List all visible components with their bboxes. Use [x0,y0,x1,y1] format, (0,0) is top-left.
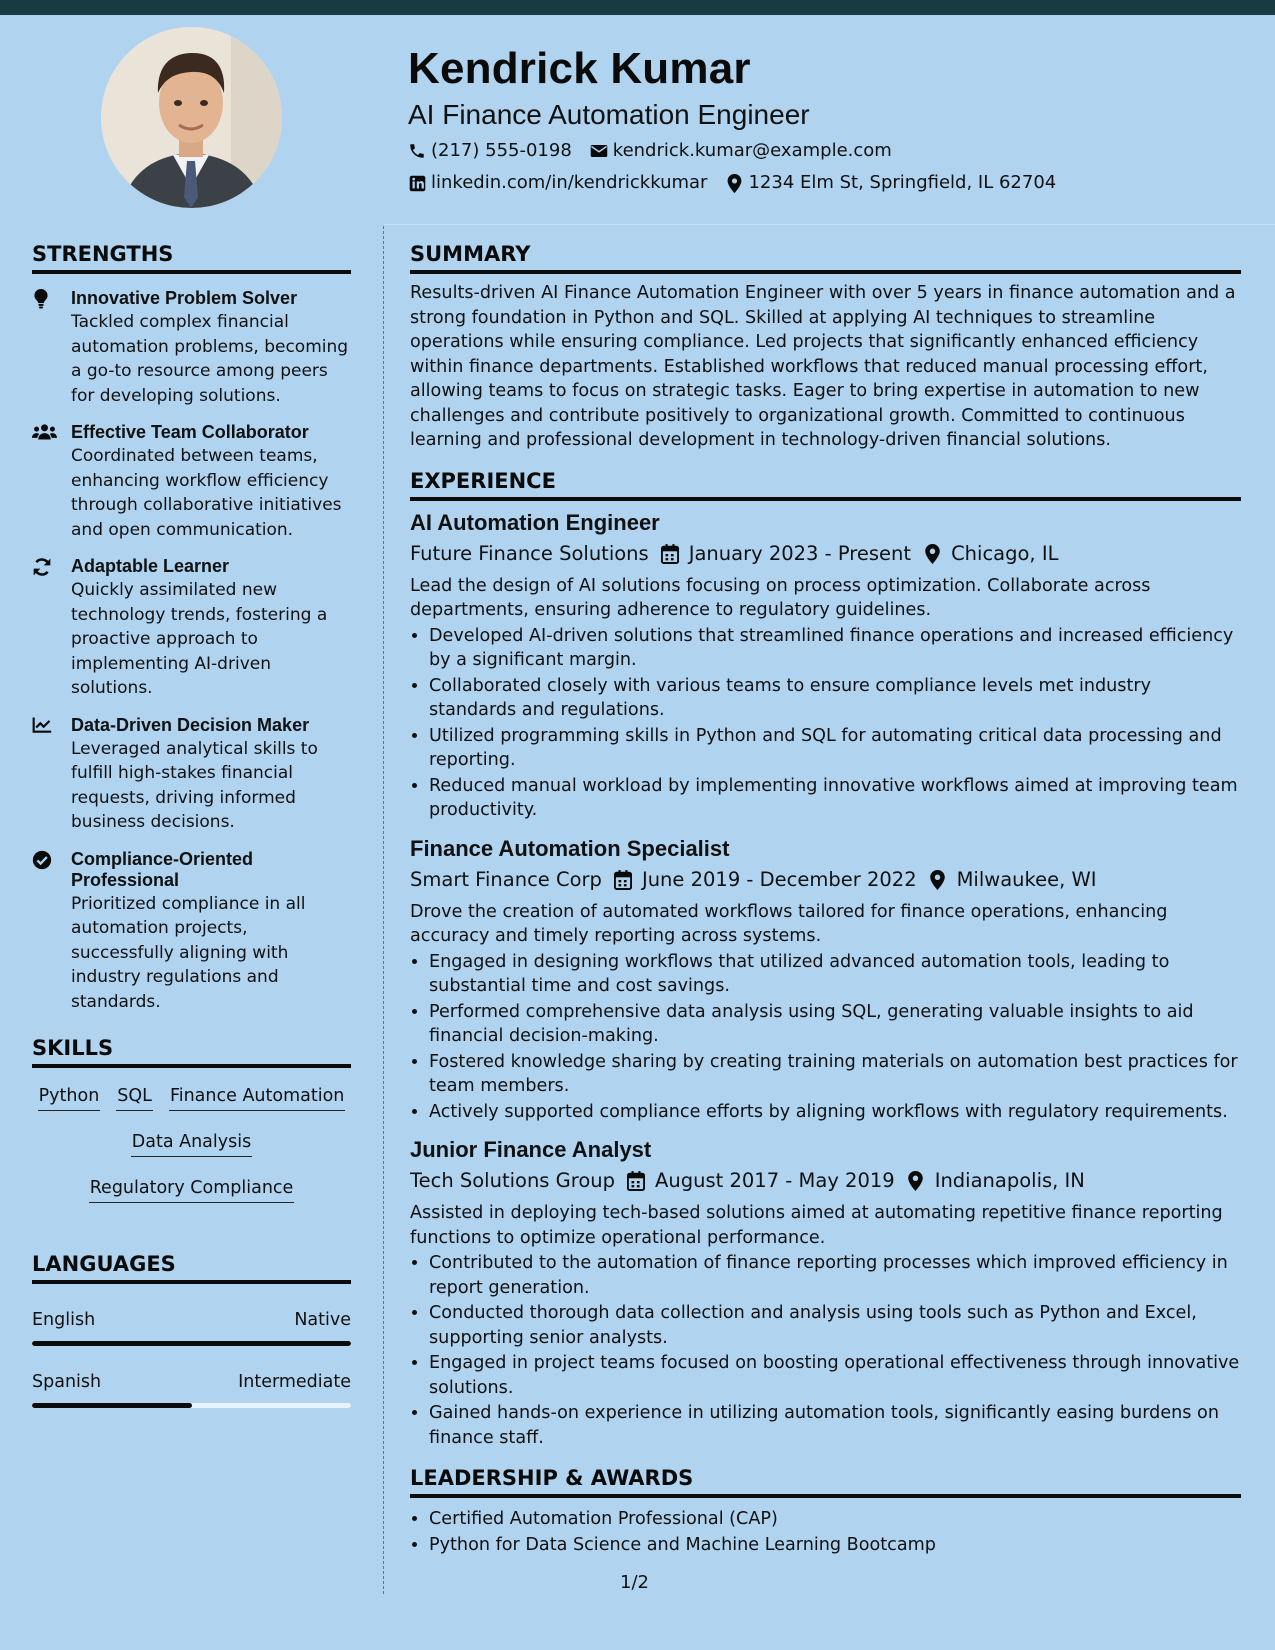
check-circle-icon [32,849,71,1015]
strength-desc: Leveraged analytical skills to fulfill high-stakes financial requests, driving informed business decisions. [71,738,318,832]
avatar [101,27,282,208]
strength-desc: Coordinated between teams, enhancing workflow efficiency through collaborative initiatives and open communication. [71,446,342,540]
linkedin-text: linkedin.com/in/kendrickkumar [431,172,708,193]
experience-heading: EXPERIENCE [410,468,1241,501]
award-item: • Certified Automation Professional (CAP) [429,1507,1241,1532]
awards-heading: LEADERSHIP & AWARDS [410,1465,1241,1498]
phone-text: (217) 555-0198 [431,140,572,161]
calendar-icon [661,545,679,563]
page-number: 1/2 [620,1572,649,1593]
strength-item [32,422,351,542]
skills-heading: SKILLS [32,1035,351,1068]
refresh-icon [32,556,71,701]
skill-chip: Python [38,1084,101,1111]
envelope-icon [590,142,608,160]
bullet-item: • Gained hands-on experience in utilizing automation tools, significantly easing burdens on finance staff. [429,1401,1241,1450]
strength-title: Compliance-Oriented Professional [71,848,254,890]
language-level: Native [294,1310,351,1330]
languages-heading: LANGUAGES [32,1251,351,1284]
calendar-icon [627,1172,645,1190]
job-bullets [410,1251,1241,1450]
strength-title: Innovative Problem Solver [71,288,298,308]
bullet-item: • Developed AI-driven solutions that streamlined finance operations and increased efficiency by a significant margin. [429,624,1241,673]
language-item [32,1371,351,1408]
job-location: Indianapolis, IN [934,1169,1085,1192]
contact-row-2 [408,172,1248,194]
users-icon [32,422,71,542]
proficiency-fill [32,1341,351,1346]
lightbulb-icon [32,288,71,408]
skills-row [32,1084,351,1111]
strength-item [32,288,351,408]
job-entry-title: AI Automation Engineer [410,509,660,535]
bullet-item: • Performed comprehensive data analysis using SQL, generating valuable insights to aid financial decision-making. [429,1000,1241,1049]
language-name: Spanish [32,1372,102,1392]
right-column [410,241,1241,1558]
skill-chip: SQL [116,1084,153,1111]
job-description: Assisted in deploying tech-based solutions aimed at automating repetitive finance reporting functions to optimize operational performance. [410,1203,1223,1248]
company-name: Smart Finance Corp [410,867,602,891]
strength-title: Adaptable Learner [71,556,230,576]
job-dates: August 2017 - May 2019 [655,1169,895,1192]
bullet-item: • Conducted thorough data collection and analysis using tools such as Python and Excel, supporting senior analysts. [429,1301,1241,1350]
map-pin-icon [923,545,941,563]
bullet-item: • Reduced manual workload by implementing innovative workflows aimed at improving team productivity. [429,774,1241,823]
bullet-item: • Utilized programming skills in Python and SQL for automating critical data processing and reporting. [429,724,1241,773]
column-divider [383,226,384,1594]
map-pin-icon [929,871,947,889]
phone-item[interactable] [408,140,572,162]
job-description: Lead the design of AI solutions focusing on process optimization. Collaborate across departments, ensuring adherence to regulatory guidelines. [410,575,1151,620]
bullet-item: • Fostered knowledge sharing by creating training materials on automation best practices for team members. [429,1050,1241,1099]
job-entry-title: Junior Finance Analyst [410,1137,652,1162]
phone-icon [408,142,426,160]
email-item[interactable] [590,140,892,162]
job-dates: January 2023 - Present [688,541,912,565]
job-bullets [410,950,1241,1125]
map-pin-icon [725,174,743,192]
bullet-item: • Engaged in project teams focused on boosting operational effectiveness through innovative solutions. [429,1351,1241,1400]
proficiency-fill [32,1403,192,1408]
left-column [32,241,351,1408]
skill-chip: Data Analysis [131,1130,252,1157]
bullet-item: • Actively supported compliance efforts by aligning workflows with regulatory requirements. [429,1100,1241,1125]
strength-title: Effective Team Collaborator [71,422,309,442]
skill-chip: Finance Automation [169,1084,345,1111]
job-entry [410,1136,1241,1450]
strength-desc: Quickly assimilated new technology trends, fostering a proactive approach to implementing AI-driven solutions. [71,580,328,698]
job-meta [410,541,1241,567]
candidate-name: Kendrick Kumar [408,44,751,93]
job-entry [410,509,1241,823]
address-text: 1234 Elm St, Springfield, IL 62704 [748,172,1057,193]
proficiency-bar [32,1403,351,1408]
top-accent-bar [0,0,1275,15]
strength-desc: Tackled complex financial automation problems, becoming a go-to resource among peers for developing solutions. [71,312,349,406]
language-item [32,1309,351,1346]
skills-list [32,1084,351,1203]
award-item: • Python for Data Science and Machine Learning Bootcamp [429,1533,1241,1558]
email-text: kendrick.kumar@example.com [612,140,892,161]
skills-row [32,1130,351,1157]
header-divider [384,224,1275,225]
strength-item [32,849,351,1015]
company-name: Future Finance Solutions [410,541,649,565]
chart-line-icon [32,715,71,835]
skills-row [32,1176,351,1203]
job-meta [410,1168,1241,1194]
linkedin-item[interactable] [408,172,707,194]
header [408,40,1248,194]
summary-text: Results-driven AI Finance Automation Engineer with over 5 years in finance automation and a strong foundation in Python and SQL. Skilled at applying AI techniques to streamline operations while ensuring compliance. Led projects that significantly enhanced efficiency within finance departments. Established workflows that reduced manual processing effort, allowing teams to focus on strategic tasks. Eager to bring expertise in automation to new challenges and contribute positively to organizational growth. Committed to continuous learning and professional development in technology-driven financial solutions. [410,283,1236,450]
bullet-item: • Contributed to the automation of finance reporting processes which improved efficiency in report generation. [429,1251,1241,1300]
job-location: Chicago, IL [951,541,1059,565]
job-entry-title: Finance Automation Specialist [410,835,730,861]
skill-chip: Regulatory Compliance [89,1176,295,1203]
map-pin-icon [907,1172,925,1190]
contact-row [408,140,1248,162]
job-title: AI Finance Automation Engineer [408,99,810,130]
address-item [725,172,1056,194]
strength-item [32,715,351,835]
job-bullets [410,624,1241,823]
job-meta [410,867,1241,893]
strength-item [32,556,351,701]
language-name: English [32,1310,96,1330]
strength-title: Data-Driven Decision Maker [71,714,310,735]
language-level: Intermediate [238,1372,351,1392]
job-location: Milwaukee, WI [956,867,1097,891]
linkedin-icon [408,174,426,192]
calendar-icon [614,871,632,889]
summary-heading: SUMMARY [410,241,1241,274]
job-entry [410,835,1241,1125]
strengths-heading: STRENGTHS [32,241,351,274]
bullet-item: • Engaged in designing workflows that utilized advanced automation tools, leading to substantial time and cost savings. [429,950,1241,999]
proficiency-bar [32,1341,351,1346]
company-name: Tech Solutions Group [410,1169,616,1192]
awards-list [410,1507,1241,1557]
bullet-item: • Collaborated closely with various teams to ensure compliance levels met industry standards and regulations. [429,674,1241,723]
job-dates: June 2019 - December 2022 [641,867,917,891]
strength-desc: Prioritized compliance in all automation projects, successfully aligning with industry regulations and standards. [71,893,306,1012]
job-description: Drove the creation of automated workflows tailored for finance operations, enhancing accuracy and timely reporting across systems. [410,901,1168,946]
